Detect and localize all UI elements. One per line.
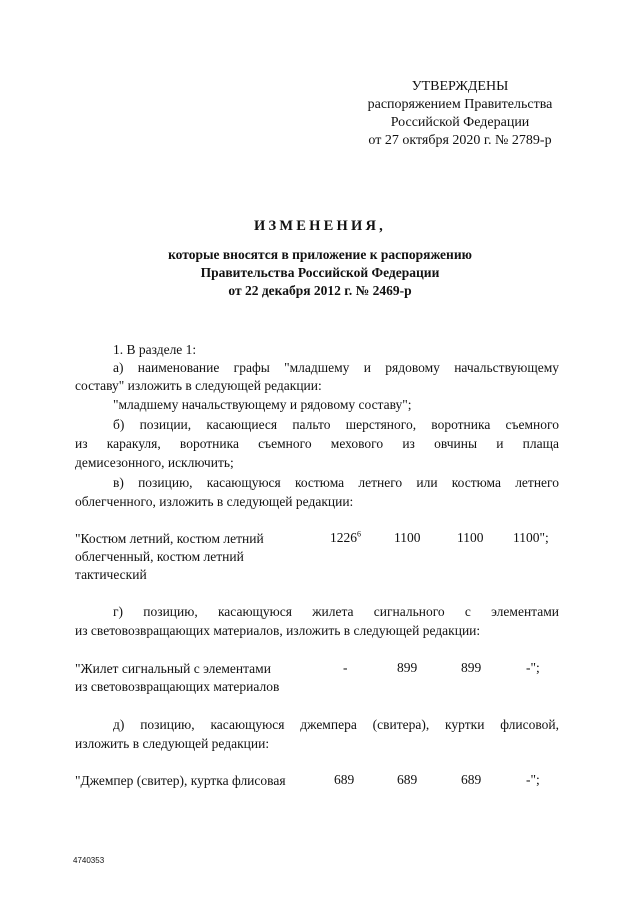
item-v-line: облегченного, изложить в следующей редакции: xyxy=(75,494,354,509)
row-value: 899 xyxy=(397,660,418,675)
item-a-line: а) наименование графы "младшему и рядовому начальствующему xyxy=(113,360,559,375)
document-code: 4740353 xyxy=(73,856,105,865)
row-value: -"; xyxy=(526,660,540,675)
subtitle-line: Правительства Российской Федерации xyxy=(200,265,440,280)
row-value: 1100 xyxy=(394,530,421,545)
subtitle-line: которые вносятся в приложение к распоряжению xyxy=(168,247,472,262)
item-b-line: б) позиции, касающиеся пальто шерстяного, воротника съемного xyxy=(113,417,559,432)
item-b-line: из каракуля, воротника съемного мехового из овчины и плаща xyxy=(75,436,559,451)
row-value: 689 xyxy=(334,772,355,787)
approval-line: распоряжением Правительства xyxy=(367,97,553,112)
footnote-mark: 6 xyxy=(357,529,361,539)
item-v-line: в) позицию, касающуюся костюма летнего или костюма летнего xyxy=(113,475,559,490)
row-name: "Жилет сигнальный с элементами xyxy=(75,661,271,676)
row-name: тактический xyxy=(75,567,147,582)
row-name: "Костюм летний, костюм летний xyxy=(75,531,264,546)
item-d-line: изложить в следующей редакции: xyxy=(75,736,270,751)
row-value: -"; xyxy=(526,772,540,787)
item-g-line: из световозвращающих материалов, изложить в следующей редакции: xyxy=(75,623,481,638)
approval-stamp xyxy=(340,78,580,150)
row-value: 899 xyxy=(461,660,482,675)
approval-title: УТВЕРЖДЕНЫ xyxy=(411,79,509,94)
subtitle-line: от 22 декабря 2012 г. № 2469-р xyxy=(228,283,412,298)
approval-date: от 27 октября 2020 г. № 2789-р xyxy=(368,133,552,148)
row-value: 1226$^6$ xyxy=(330,529,361,545)
item-b-line: демисезонного, исключить; xyxy=(75,455,234,470)
row-value: 1100 xyxy=(457,530,484,545)
item-a-line: составу" изложить в следующей редакции: xyxy=(75,378,322,393)
item-g-line: г) позицию, касающуюся жилета сигнального с элементами xyxy=(113,604,559,619)
row-name: "Джемпер (свитер), куртка флисовая xyxy=(75,773,286,788)
approval-line: Российской Федерации xyxy=(390,115,530,130)
document-subtitle xyxy=(0,246,640,300)
row-value: 689 xyxy=(397,772,418,787)
document-title: ИЗМЕНЕНИЯ, xyxy=(254,218,386,234)
section-heading: 1. В разделе 1: xyxy=(113,342,197,357)
row-value: - xyxy=(343,660,348,675)
row-value: 689 xyxy=(461,772,482,787)
row-value: 1100"; xyxy=(513,530,549,545)
row-name: облегченный, костюм летний xyxy=(75,549,244,564)
item-d-line: д) позицию, касающуюся джемпера (свитера), куртки флисовой, xyxy=(113,717,559,732)
row-name: из световозвращающих материалов xyxy=(75,679,280,694)
item-a-line: "младшему начальствующему и рядовому составу"; xyxy=(113,397,412,412)
